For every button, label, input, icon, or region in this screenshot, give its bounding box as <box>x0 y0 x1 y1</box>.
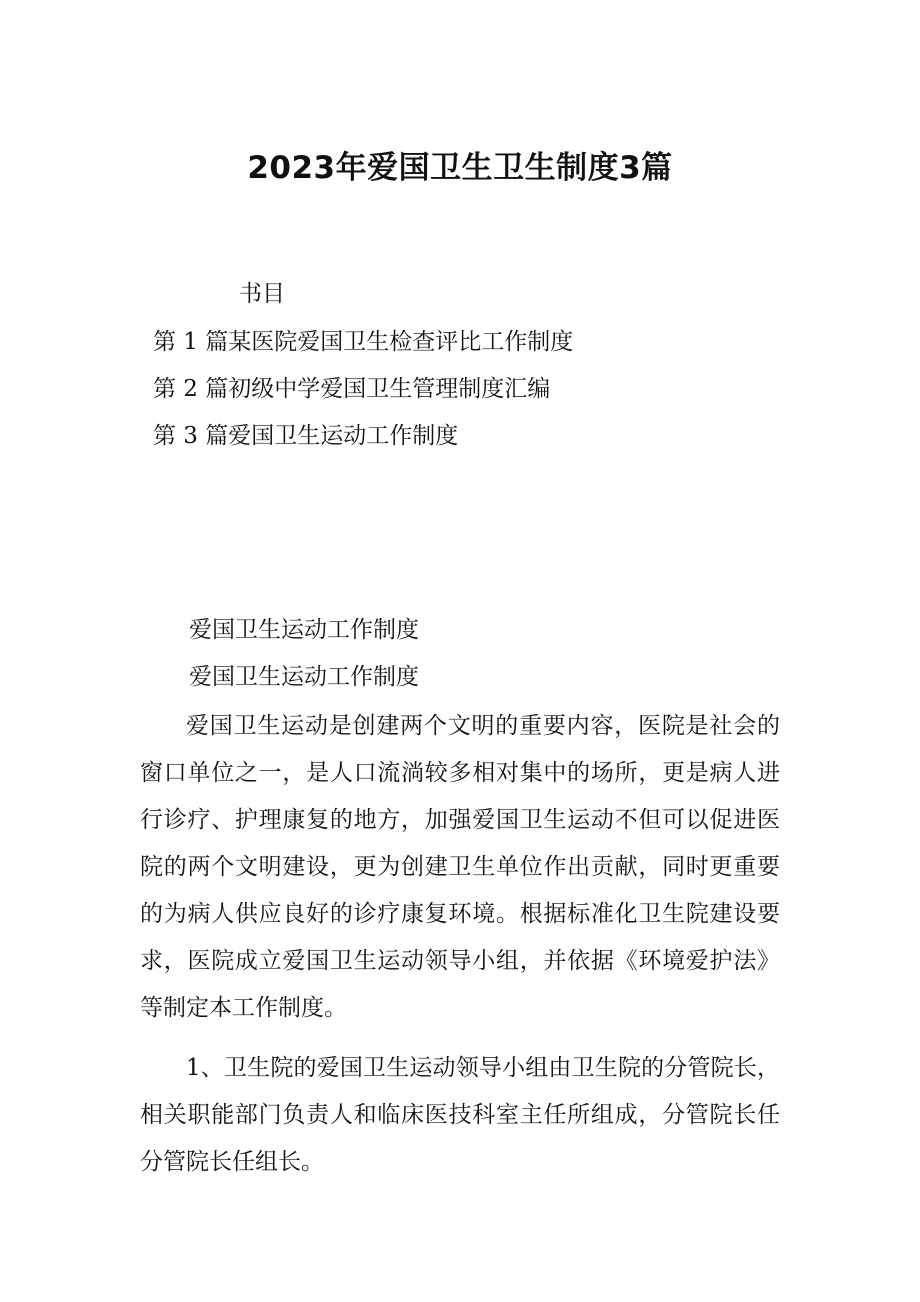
section-heading: 爱国卫生运动工作制度 <box>189 617 419 643</box>
table-of-contents <box>153 326 573 467</box>
toc-item-1: 第 1 篇某医院爱国卫生检查评比工作制度 <box>153 329 574 355</box>
body-paragraph-1: 爱国卫生运动是创建两个文明的重要内容，医院是社会的窗口单位之一，是人口流淌较多相对集中的场所，更是病人进行诊疗、护理康复的地方，加强爱国卫生运动不但可以促进医院的两个文明建设，更为创建卫生单位作出贡献，同时更重要的为病人供应良好的诊疗康复环境。根据标准化卫生院建设要求，医院成立爱国卫生运动领导小组，并依据《环境爱护法》等制定本工作制度。 <box>140 713 780 1021</box>
section-subheading: 爱国卫生运动工作制度 <box>189 664 419 690</box>
body-paragraph-2: 1、卫生院的爱国卫生运动领导小组由卫生院的分管院长，相关职能部门负责人和临床医技科室主任所组成，分管院长任分管院长任组长。 <box>140 1055 780 1175</box>
document-title: 2023年爱国卫生卫生制度3篇 <box>247 150 673 186</box>
toc-heading: 书目 <box>239 281 285 307</box>
toc-item-2: 第 2 篇初级中学爱国卫生管理制度汇编 <box>153 376 551 402</box>
toc-item-3: 第 3 篇爱国卫生运动工作制度 <box>153 423 459 449</box>
